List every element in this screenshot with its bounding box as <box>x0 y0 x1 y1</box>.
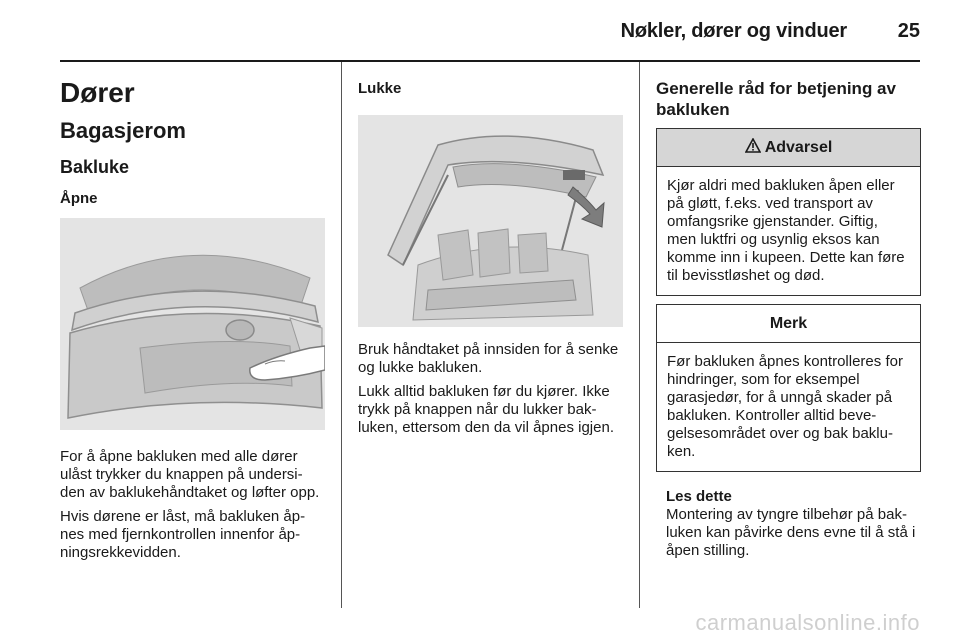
site-watermark: carmanualsonline.info <box>695 610 920 635</box>
column-1 <box>60 62 325 642</box>
subsection-title: Bagasjerom <box>60 118 186 143</box>
section-title: Dører <box>60 77 135 108</box>
note-box <box>656 304 921 472</box>
topic-title: Bakluke <box>60 157 130 177</box>
read-this-body: Montering av tyngre tilbehør på bak-luken kan påvirke dens evne til å stå i åpen stilling. <box>666 506 916 559</box>
page-header <box>0 0 960 62</box>
warning-header <box>657 129 920 167</box>
tailgate-close-drawing <box>358 115 623 327</box>
warning-triangle-icon <box>745 138 761 158</box>
warning-title: Advarsel <box>764 138 833 156</box>
procedure-title-close: Lukke <box>358 80 402 97</box>
close-instruction-1: Bruk håndtaket på innsiden for å senke og lukke bakluken. <box>358 341 619 376</box>
tailgate-open-drawing <box>60 218 325 430</box>
note-body: Før bakluken åpnes kontrolleres for hindringer, som for eksempel garasjedør, for å unngå skader på bakluken. Kontroller alltid beve-gelsesområdet over og bak baklu-ken. <box>667 353 903 460</box>
tailgate-close-illustration <box>358 115 623 327</box>
open-instruction-1: For å åpne bakluken med alle dører ulåst trykker du knappen på undersi-den av baklukehåndtaket og løfter opp. <box>60 448 320 501</box>
page-number: 25 <box>897 20 920 42</box>
note-header: Merk <box>657 305 920 343</box>
warning-body: Kjør aldri med bakluken åpen eller på gløtt, f.eks. ved transport av omfangsrike gjenstander. Giftig, men luktfri og usynlig eksos kan komme inn i kupeen. Dette kan føre til bevisstløshet og død. <box>667 177 905 284</box>
tailgate-open-illustration <box>60 218 325 430</box>
warning-box <box>656 128 921 296</box>
general-advice-title: Generelle råd for betjening av bakluken <box>656 79 896 119</box>
open-instruction-2: Hvis dørene er låst, må bakluken åp-nes med fjernkontrollen innenfor åp-ningsrekkevidden. <box>60 508 306 561</box>
column-2 <box>358 62 623 642</box>
read-this-title: Les dette <box>666 488 732 505</box>
column-3 <box>656 62 921 642</box>
read-this-note <box>656 488 921 560</box>
chapter-title: Nøkler, dører og vinduer <box>620 20 847 42</box>
column-divider-1 <box>341 62 342 608</box>
procedure-title-open: Åpne <box>60 190 98 207</box>
column-divider-2 <box>639 62 640 608</box>
close-instruction-2: Lukk alltid bakluken før du kjører. Ikke trykk på knappen når du lukker bak-luken, ettersom den da vil åpnes igjen. <box>358 383 614 436</box>
